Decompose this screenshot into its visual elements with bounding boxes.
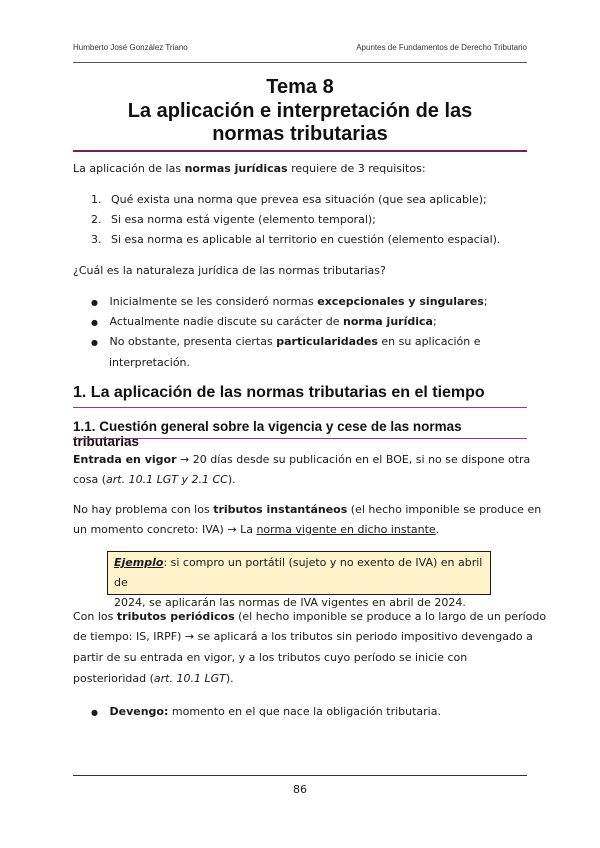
- example-text: : si compro un portátil (sujeto y no exento de IVA) en abril de: [114, 556, 483, 589]
- vigor-citation: art. 10.1 LGT y 2.1 CC: [106, 473, 228, 486]
- periodic-bold: tributos periódicos: [116, 610, 235, 623]
- example-line-2: 2024, se aplicarán las normas de IVA vigentes en abril de 2024.: [114, 596, 466, 609]
- bullet-text: No obstante, presenta ciertas: [109, 335, 277, 348]
- instant-bold: tributos instantáneos: [213, 503, 348, 516]
- intro-text-end: requiere de 3 requisitos:: [287, 162, 426, 175]
- list-item-continuation: interpretación.: [109, 356, 191, 369]
- instant-text-end: .: [435, 523, 440, 536]
- vigor-text-end: ).: [227, 473, 236, 486]
- periodic-text-end: (el hecho imponible se produce a lo largo de un período: [234, 610, 547, 623]
- page-number: 86: [293, 783, 307, 796]
- list-item: [91, 312, 437, 333]
- intro-paragraph: [73, 159, 426, 179]
- list-item: [91, 332, 481, 353]
- running-header: [73, 43, 527, 52]
- page-title: [73, 76, 527, 147]
- bullet-icon: ●: [91, 708, 98, 717]
- header-course: Apuntes de Fundamentos de Derecho Tributario: [356, 43, 527, 52]
- intro-bold: normas jurídicas: [184, 162, 288, 175]
- bullet-bold: particularidades: [276, 335, 378, 348]
- example-line-1: [114, 553, 484, 593]
- bullet-text: Inicialmente se les consideró normas: [109, 295, 318, 308]
- subsection-heading: 1.1. Cuestión general sobre la vigencia y cese de las normas tributarias: [73, 419, 462, 449]
- example-label: Ejemplo: [114, 556, 164, 569]
- section-rule: [73, 407, 527, 408]
- periodic-text-end: ).: [225, 672, 234, 685]
- bullet-text: Actualmente nadie discute su carácter de: [109, 315, 344, 328]
- arrow-icon: →: [176, 453, 193, 466]
- devengo-bold: Devengo:: [109, 705, 169, 718]
- list-item-text: [109, 335, 480, 348]
- list-marker: 2.: [91, 213, 102, 226]
- vigor-text: cosa (: [73, 473, 107, 486]
- title-line-3: normas tributarias: [212, 123, 388, 145]
- list-item-text: [109, 705, 440, 718]
- bullet-icon: ●: [91, 298, 98, 307]
- bullet-text-end: ;: [432, 315, 437, 328]
- list-item: [91, 190, 487, 210]
- paragraph-periodic-line-2: de tiempo: IS, IRPF) → se aplicará a los tributos sin periodo impositivo devengado a: [73, 630, 533, 643]
- vigor-text: 20 días desde su publicación en el BOE, si no se dispone otra: [192, 453, 531, 466]
- intro-text: La aplicación de las: [73, 162, 185, 175]
- instant-text-end: (el hecho imponible se produce en: [347, 503, 542, 516]
- instant-underline: norma vigente en dicho instante: [256, 523, 436, 536]
- list-item: [91, 702, 441, 723]
- bullet-bold: norma jurídica: [343, 315, 433, 328]
- bullet-bold: excepcionales y singulares: [317, 295, 484, 308]
- paragraph-periodic-line-3: partir de su entrada en vigor, y a los tributos cuyo período se inicie con: [73, 651, 468, 664]
- list-item: [91, 210, 376, 230]
- header-rule: [73, 62, 527, 63]
- list-item: [91, 230, 500, 250]
- devengo-text: momento en el que nace la obligación tributaria.: [168, 705, 441, 718]
- paragraph-vigor: [73, 450, 530, 470]
- header-author: Humberto José González Triano: [73, 43, 188, 52]
- paragraph-vigor-line-2: [73, 470, 236, 490]
- bullet-icon: ●: [91, 318, 98, 327]
- list-marker: 3.: [91, 233, 102, 246]
- instant-text: No hay problema con los: [73, 503, 214, 516]
- list-marker: 1.: [91, 193, 102, 206]
- section-heading: 1. La aplicación de las normas tributarias en el tiempo: [73, 384, 485, 401]
- bullet-text-end: ;: [483, 295, 488, 308]
- list-item: [91, 292, 488, 313]
- list-item-text: Si esa norma está vigente (elemento temporal);: [111, 213, 376, 226]
- periodic-citation: art. 10.1 LGT: [153, 672, 226, 685]
- bullet-icon: ●: [91, 338, 98, 347]
- list-item-text: Si esa norma es aplicable al territorio en cuestión (elemento espacial).: [111, 233, 501, 246]
- list-item-text: [109, 295, 487, 308]
- question-paragraph: ¿Cuál es la naturaleza jurídica de las normas tributarias?: [73, 264, 386, 277]
- subsection-rule: [73, 438, 527, 439]
- periodic-text: Con los: [73, 610, 117, 623]
- paragraph-periodic: [73, 607, 546, 627]
- title-rule: [73, 150, 527, 152]
- paragraph-instant-line-2: [73, 520, 439, 540]
- paragraph-periodic-line-4: [73, 669, 234, 689]
- example-box: [107, 551, 491, 609]
- paragraph-instant: [73, 500, 541, 520]
- list-item-text: Qué exista una norma que prevea esa situación (que sea aplicable);: [111, 193, 487, 206]
- list-item-text: [109, 315, 436, 328]
- title-line-2: La aplicación e interpretación de las: [127, 99, 473, 122]
- title-line-1: Tema 8: [266, 76, 334, 98]
- bullet-text-end: en su aplicación e: [377, 335, 481, 348]
- footer-rule: [73, 775, 527, 776]
- periodic-text: posterioridad (: [73, 672, 154, 685]
- instant-text: un momento concreto: IVA) → La: [73, 523, 257, 536]
- vigor-bold: Entrada en vigor: [73, 453, 177, 466]
